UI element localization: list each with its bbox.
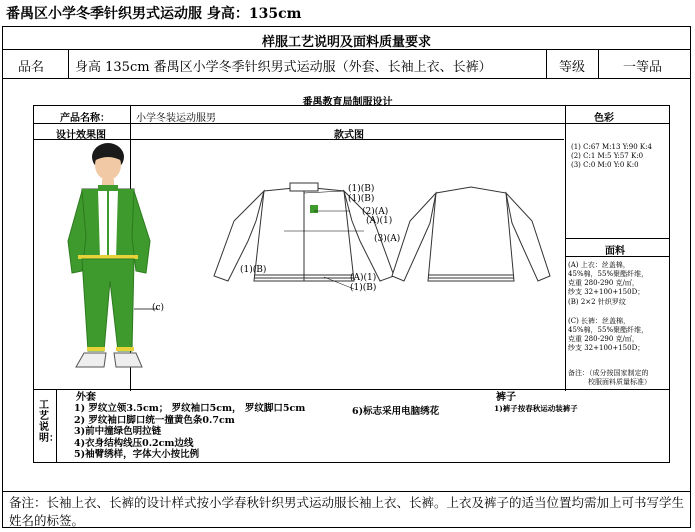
fabric-note bbox=[568, 369, 651, 387]
fabric-c-line: 克重 280-290 克/㎡， bbox=[568, 335, 639, 343]
col-divider bbox=[565, 106, 566, 391]
right-sleeve bbox=[132, 191, 150, 273]
fabric-a-line: (A) 上衣：丝盖棉， bbox=[568, 261, 630, 269]
pants-cuff bbox=[116, 347, 134, 351]
fabric-a-line: 纱支 32+100+150D； bbox=[568, 288, 645, 296]
fabric-a bbox=[568, 261, 648, 297]
callout-1b-2: (1)(B) bbox=[348, 194, 375, 204]
pants-label: 裤子 bbox=[496, 392, 516, 403]
col-divider bbox=[56, 390, 57, 463]
product-value: 小学冬装运动服男 bbox=[136, 113, 216, 124]
process-item-6: 6)标志采用电脑绣花 bbox=[352, 406, 440, 417]
product-name-value: 身高 135cm 番禺区小学冬季针织男式运动服（外套、长袖上衣、长裤） bbox=[75, 60, 492, 75]
pants-cuff bbox=[87, 347, 105, 351]
row-divider bbox=[34, 139, 564, 140]
row-divider bbox=[3, 491, 690, 492]
color-item: (2) C:1 M:5 Y:57 K:0 bbox=[571, 152, 644, 160]
boy-illustration bbox=[54, 141, 164, 389]
fabric-c bbox=[568, 317, 648, 353]
footer-note: 备注：长袖上衣、长裤的设计样式按小学春秋针织男式运动服长袖上衣、长裤。上衣及裤子的适当位置均需加上可书写学生姓名的标签。 bbox=[9, 495, 685, 528]
left-shoe bbox=[76, 353, 106, 367]
product-name-label: 品名 bbox=[18, 60, 45, 75]
callout-pants: (c) bbox=[152, 303, 165, 313]
callout-1b-top: (1)(B) bbox=[348, 184, 375, 194]
process-list bbox=[74, 403, 305, 461]
effect-label: 设计效果图 bbox=[56, 130, 106, 141]
jacket-label: 外套 bbox=[76, 392, 96, 403]
callout-3a: (3)(A) bbox=[374, 234, 401, 244]
color-label: 色彩 bbox=[594, 113, 614, 124]
grade-value: 一等品 bbox=[623, 60, 663, 75]
fabric-note-line: 备注：（成分按国家制定的 bbox=[568, 369, 649, 377]
callout-1b-bottom: (1)(B) bbox=[350, 283, 377, 293]
process-item: 2) 罗纹袖口脚口统一撞黄色条0.7cm bbox=[74, 414, 235, 426]
page-title: 番禺区小学冬季针织男式运动服 身高：135cm bbox=[6, 6, 302, 22]
col-divider bbox=[546, 49, 547, 78]
row-divider bbox=[565, 238, 669, 239]
right-shoe bbox=[114, 353, 142, 367]
grade-label: 等级 bbox=[559, 60, 586, 75]
col-divider bbox=[598, 49, 599, 78]
fabric-a-line: 45%棉，55%聚酯纤维， bbox=[568, 270, 649, 278]
callout-1b-left: (1)(B) bbox=[240, 265, 267, 275]
fabric-b: (B) 2×2 针织罗纹 bbox=[568, 298, 626, 306]
row-divider bbox=[3, 78, 690, 79]
jacket-back-sketch bbox=[386, 181, 556, 296]
process-item: 3)前中撞绿色明拉链 bbox=[74, 426, 162, 437]
color-item: (3) C:0 M:0 Y:0 K:0 bbox=[571, 161, 639, 169]
fabric-c-line: (C) 长裤：丝盖棉， bbox=[568, 317, 631, 325]
color-list bbox=[571, 143, 652, 170]
design-sheet-header: 番禺教育局制服设计 bbox=[302, 97, 393, 108]
product-label: 产品名称： bbox=[60, 113, 110, 124]
process-block bbox=[33, 390, 670, 463]
design-sheet bbox=[33, 105, 670, 390]
callout-2a: (2)(A) bbox=[362, 207, 389, 217]
fabric-c-line: 45%棉，55%聚酯纤维， bbox=[568, 326, 649, 334]
back-body bbox=[428, 187, 514, 281]
pants-item: 1)裤子按春秋运动装裤子 bbox=[494, 404, 578, 413]
front-collar bbox=[290, 183, 318, 191]
badge bbox=[310, 205, 318, 213]
pants bbox=[82, 259, 134, 351]
table-heading: 样服工艺说明及面料质量要求 bbox=[261, 35, 431, 50]
process-item: 4)衣身结构线压0.2cm边线 bbox=[74, 437, 194, 449]
callout-a1: (A)(1) bbox=[366, 216, 393, 226]
col-divider bbox=[68, 49, 69, 78]
col-divider bbox=[130, 106, 131, 123]
fabric-c-line: 纱支 32+100+150D； bbox=[568, 344, 645, 352]
process-label: 工艺说明： bbox=[39, 400, 59, 444]
hem-stripe bbox=[78, 255, 138, 259]
style-label: 款式图 bbox=[334, 130, 364, 141]
process-item: 5)袖臂绣样，字体大小按比例 bbox=[74, 449, 200, 460]
fabric-label: 面料 bbox=[605, 246, 625, 257]
color-item: (1) C:67 M:13 Y:90 K:4 bbox=[571, 143, 652, 151]
callout-a1-bottom: (A)(1) bbox=[350, 273, 377, 283]
process-item: 1) 罗纹立领3.5cm； 罗纹袖口5cm， 罗纹脚口5cm bbox=[74, 403, 306, 414]
fabric-a-line: 克重 280-290 克/㎡， bbox=[568, 279, 639, 287]
fabric-note-line: 校服面料质量标准） bbox=[588, 378, 651, 386]
